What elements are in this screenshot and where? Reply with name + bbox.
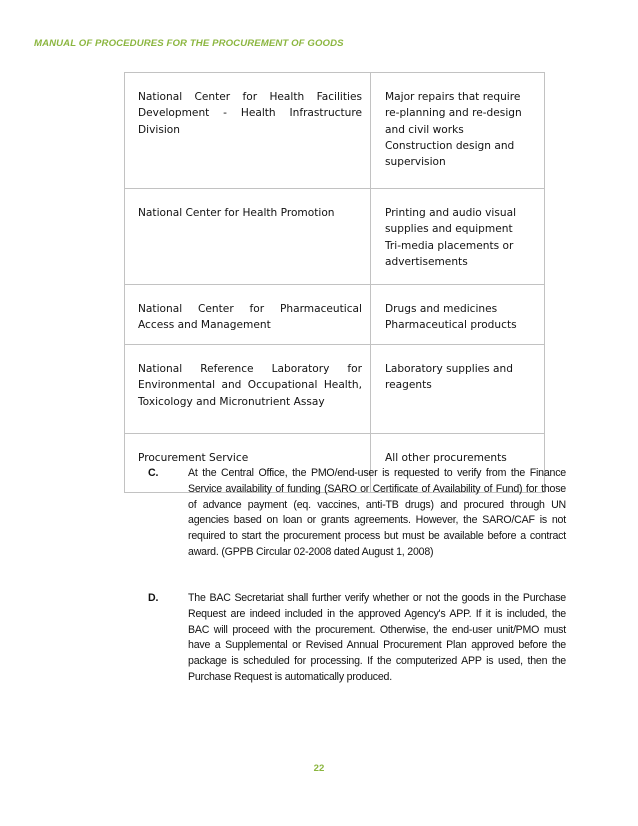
table-row [125,345,545,434]
procurement-item: Major repairs that require re-planning and re-design and civil works [385,91,522,136]
office-cell [125,285,371,345]
items-cell [371,73,545,189]
procurement-item: Construction design and supervision [385,139,515,169]
office-cell [125,345,371,434]
paragraph-letter: C. [148,467,159,479]
paragraph-text: The BAC Secretariat shall further verify whether or not the goods in the Purchase Request are indeed included in the approved Agency's APP. If it is included, the BAC will proceed with the procurement. Otherwise, the end-user unit/PMO must have a Supplemental or Revised Annual Procurement Plan approved before the package is scheduled for processing. If the computerized APP is used, then the Purchase Request is automatically produced. [188,592,566,683]
items-cell [371,285,545,345]
procurement-item: Laboratory supplies and reagents [385,363,513,392]
paragraph-d [148,591,566,686]
procurement-item: Drugs and medicines [385,303,498,315]
procurement-item: Pharmaceutical products [385,319,517,332]
office-name: National Reference Laboratory for Environmental and Occupational Health, Toxicology and Micronutrient Assay [138,363,362,408]
items-cell [371,189,545,285]
office-name: National Center for Health Promotion [138,207,335,219]
paragraph-letter: D. [148,592,159,604]
procurement-item: All other procurements [385,452,507,464]
office-name: National Center for Pharmaceutical Access and Management [138,303,362,332]
office-name: Procurement Service [138,452,249,464]
office-name: National Center for Health Facilities Development - Health Infrastructure Division [138,91,362,136]
items-cell [371,345,545,434]
procurement-item: Tri-media placements or advertisements [385,239,514,268]
office-cell [125,73,371,189]
document-header: MANUAL OF PROCEDURES FOR THE PROCUREMENT OF GOODS [34,38,344,49]
paragraph-c [148,466,566,561]
office-cell [125,189,371,285]
table-row [125,73,545,189]
paragraph-text: At the Central Office, the PMO/end-user is requested to verify from the Finance Service availability of funding (SARO or Certificate of Availability of Fund) for those of advance payment (eq. vaccines, anti-TB drugs) and procured through UN agencies based on loan or grants agreements. However, the SARO/CAF is not required to start the procurement process but must be available before a contract award. (GPPB Circular 02-2008 dated August 1, 2008) [188,467,566,558]
page-number: 22 [313,763,325,774]
table-row [125,285,545,345]
table-row [125,189,545,285]
procurement-responsibility-table [124,72,545,493]
procurement-item: Printing and audio visual supplies and equipment [385,207,517,236]
